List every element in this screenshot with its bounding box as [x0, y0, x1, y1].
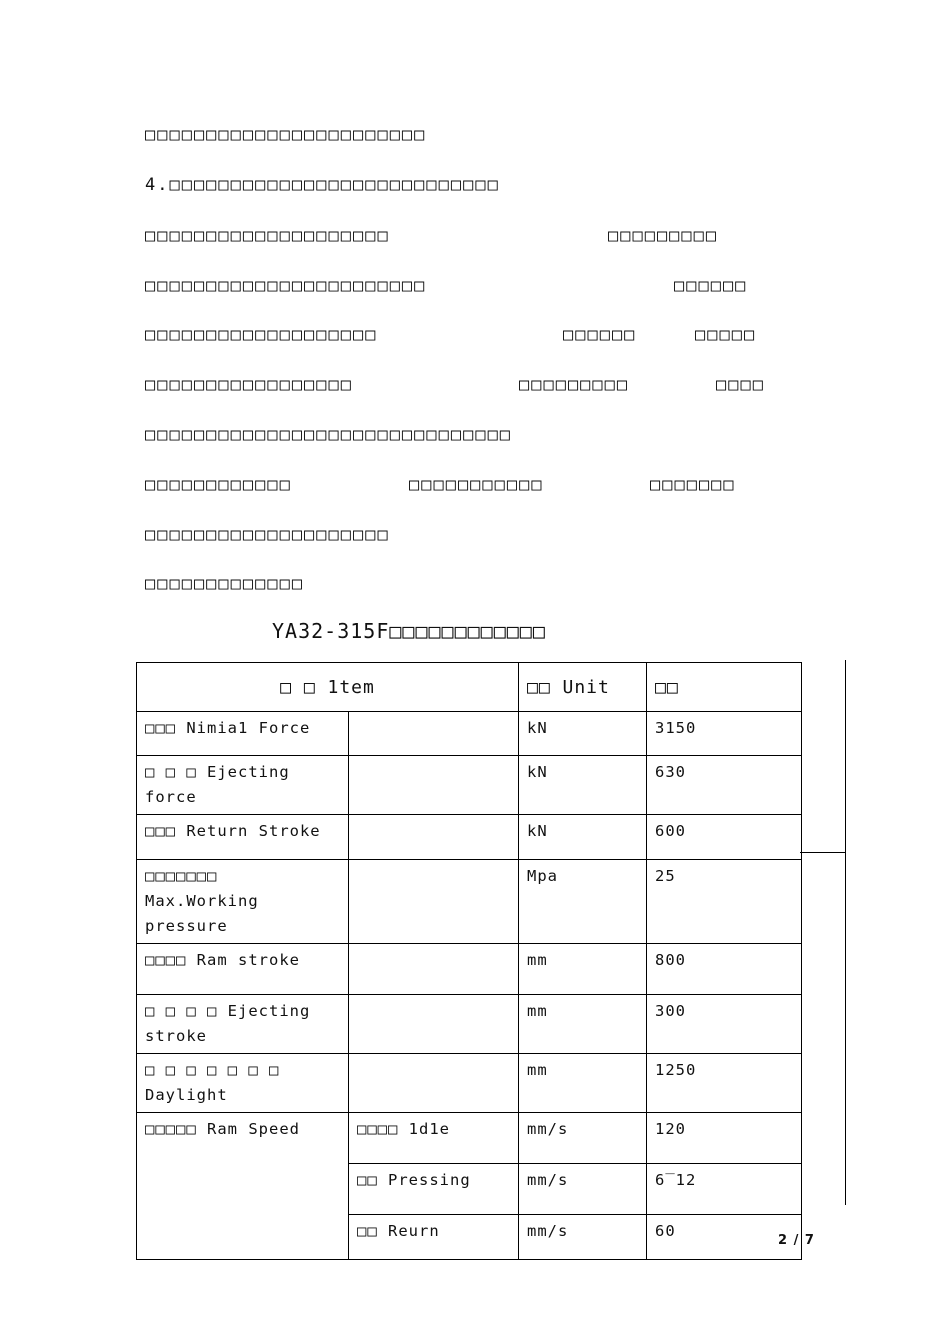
value-cell: 25	[647, 860, 802, 944]
paragraph-line: □□□□□□□□□□□□□□□□□□□□	[145, 226, 390, 246]
table-row	[137, 944, 802, 995]
value-cell: 1250	[647, 1054, 802, 1113]
header-unit-cell: □□ Unit	[519, 663, 647, 712]
table-row	[137, 995, 802, 1054]
value-cell: 6‾12	[647, 1164, 802, 1215]
empty-cell	[349, 815, 519, 860]
paragraph-line: □□□□□□□□□□□□	[145, 475, 292, 495]
unit-cell: kN	[519, 756, 647, 815]
unit-cell: mm	[519, 995, 647, 1054]
value-cell: 300	[647, 995, 802, 1054]
empty-cell	[349, 995, 519, 1054]
paragraph-segment: □□□□□□□	[650, 475, 736, 495]
paragraph-segment: □□□□□□	[674, 276, 748, 296]
sub-item-cell: □□ Reurn	[349, 1215, 519, 1260]
table-row	[137, 860, 802, 944]
item-cell: □□□ Return Stroke	[137, 815, 349, 860]
sub-item-cell: □□□□ 1d1e	[349, 1113, 519, 1164]
value-cell: 600	[647, 815, 802, 860]
paragraph-line: □□□□□□□□□□□□□□□□□□□□□□□	[145, 125, 427, 145]
sub-item-cell: □□ Pressing	[349, 1164, 519, 1215]
value-cell: 60	[647, 1215, 802, 1260]
value-cell: 800	[647, 944, 802, 995]
table-header-row	[137, 663, 802, 712]
empty-cell	[349, 1054, 519, 1113]
unit-cell: mm/s	[519, 1164, 647, 1215]
unit-cell: mm	[519, 1054, 647, 1113]
spec-table	[136, 662, 802, 1260]
unit-cell: Mpa	[519, 860, 647, 944]
unit-cell: mm	[519, 944, 647, 995]
paragraph-segment: □□□□□□□□□	[519, 375, 630, 395]
table-row	[137, 1054, 802, 1113]
unit-cell: kN	[519, 712, 647, 756]
empty-cell	[349, 944, 519, 995]
table-row	[137, 756, 802, 815]
table-row	[137, 815, 802, 860]
header-value-cell: □□	[647, 663, 802, 712]
paragraph-line: □□□□□□□□□□□□□□□□□□□□□□□	[145, 276, 427, 296]
table-outer-rule	[845, 660, 846, 1205]
paragraph-segment: □□□□□□	[563, 325, 637, 345]
paragraph-line: □□□□□□□□□□□□□□□□□□□□□□□□□□□□□□	[145, 425, 513, 445]
paragraph-segment: □□□□□□□□□□□	[409, 475, 544, 495]
table-stub-rule	[800, 852, 845, 853]
unit-cell: mm/s	[519, 1215, 647, 1260]
item-cell: □□□□□□□ Max.Working pressure	[137, 860, 349, 944]
ram-speed-cell: □□□□□ Ram Speed	[137, 1113, 349, 1260]
paragraph-segment: □□□□□□□□□	[608, 226, 719, 246]
empty-cell	[349, 860, 519, 944]
paragraph-segment: □□□□□	[695, 325, 757, 345]
table-title: YA32-315F□□□□□□□□□□□□	[272, 619, 546, 643]
paragraph-line: □□□□□□□□□□□□□	[145, 574, 305, 594]
header-item-cell: □ □ 1tem	[137, 663, 519, 712]
table-row	[137, 1113, 802, 1164]
table-row	[137, 712, 802, 756]
unit-cell: mm/s	[519, 1113, 647, 1164]
value-cell: 120	[647, 1113, 802, 1164]
unit-cell: kN	[519, 815, 647, 860]
item-cell: □□□□ Ram stroke	[137, 944, 349, 995]
paragraph-line: 4.□□□□□□□□□□□□□□□□□□□□□□□□□□□	[145, 175, 500, 195]
paragraph-line: □□□□□□□□□□□□□□□□□□□	[145, 325, 378, 345]
page-number: 2 / 7	[778, 1233, 815, 1248]
item-cell: □ □ □ □ Ejecting stroke	[137, 995, 349, 1054]
item-cell: □ □ □ Ejecting force	[137, 756, 349, 815]
paragraph-segment: □□□□	[716, 375, 765, 395]
paragraph-line: □□□□□□□□□□□□□□□□□	[145, 375, 353, 395]
item-cell: □ □ □ □ □ □ □ Daylight	[137, 1054, 349, 1113]
value-cell: 630	[647, 756, 802, 815]
paragraph-line: □□□□□□□□□□□□□□□□□□□□	[145, 525, 390, 545]
empty-cell	[349, 756, 519, 815]
value-cell: 3150	[647, 712, 802, 756]
item-cell: □□□ Nimia1 Force	[137, 712, 349, 756]
empty-cell	[349, 712, 519, 756]
